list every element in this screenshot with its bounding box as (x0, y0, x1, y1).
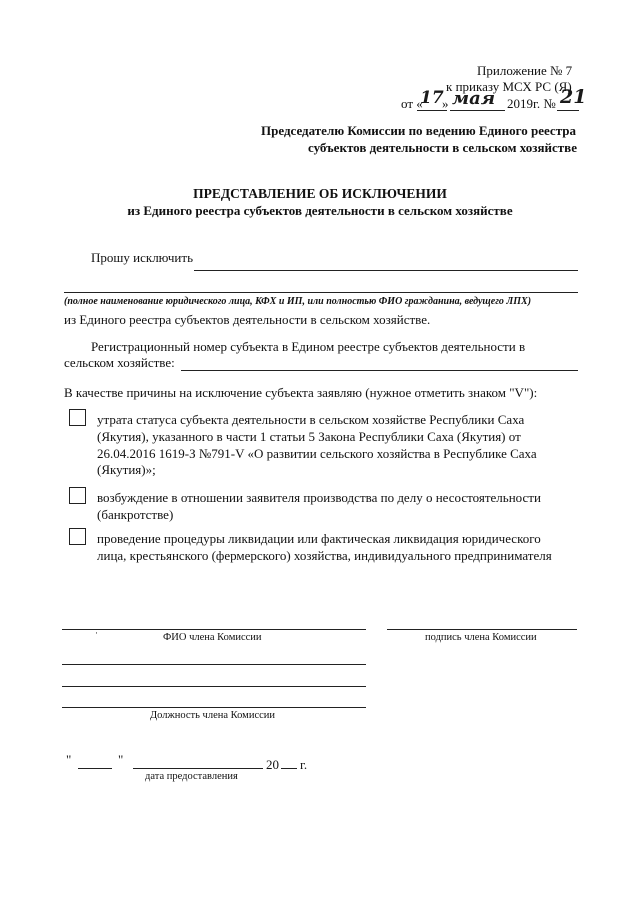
signature-line[interactable] (387, 629, 577, 630)
reason-liquidation-line-1: проведение процедуры ликвидации или фактическая ликвидация юридического (97, 531, 541, 546)
request-label: Прошу исключить (91, 250, 194, 265)
reasons-intro: В качестве причины на исключение субъекта заявляю (нужное отметить знаком "V"): (64, 385, 538, 400)
appendix-number: Приложение № 7 (477, 63, 573, 78)
position-line-1[interactable] (62, 664, 366, 665)
date-close-quote: " (118, 752, 124, 767)
entity-name-underline (194, 270, 578, 271)
entity-name-underline-2 (64, 292, 578, 293)
position-line-2[interactable] (62, 686, 366, 687)
fio-tick-mark: · (95, 628, 98, 638)
date-day-underline (417, 110, 447, 111)
request-after-text: из Единого реестра субъектов деятельности в сельском хозяйстве. (64, 312, 431, 327)
reason-bankruptcy-line-1: возбуждение в отношении заявителя производства по делу о несостоятельности (97, 490, 541, 505)
fio-signature-line[interactable] (62, 629, 366, 630)
date-month-field[interactable] (133, 768, 263, 769)
reg-number-underline (181, 370, 578, 371)
date-year-prefix: 20 (266, 757, 279, 772)
date-open-quote: " (66, 752, 72, 767)
date-year-field[interactable] (281, 768, 297, 769)
reg-number-line-1: Регистрационный номер субъекта в Едином реестре субъектов деятельности в (91, 339, 526, 354)
entity-name-field[interactable] (196, 252, 578, 270)
reason-status-loss-line-1: утрата статуса субъекта деятельности в сельском хозяйстве Республики Саха (97, 412, 525, 427)
date-year: 2019г. № (507, 96, 556, 111)
reg-number-field[interactable] (183, 353, 578, 371)
position-label: Должность члена Комиссии (150, 710, 276, 721)
reason-status-loss-line-2: (Якутия), указанного в части 1 статьи 5 Закона Республики Саха (Якутия) от (97, 429, 521, 444)
reason-status-loss-line-4: (Якутия)»; (97, 462, 156, 477)
reason-checkbox-bankruptcy[interactable] (69, 487, 86, 504)
date-day-field[interactable] (78, 768, 112, 769)
date-label: дата предоставления (145, 771, 238, 782)
handwritten-day: 17 (420, 88, 444, 108)
reason-bankruptcy-line-2: (банкротстве) (97, 507, 174, 522)
fio-label: ФИО члена Комиссии (163, 632, 262, 643)
date-month-underline (450, 110, 505, 111)
date-mid: » (442, 96, 449, 111)
reason-liquidation-line-2: лица, крестьянского (фермерского) хозяйства, индивидуального предпринимателя (97, 548, 552, 563)
handwritten-number: 21 (560, 86, 587, 108)
document-subtitle: из Единого реестра субъектов деятельности в сельском хозяйстве (127, 203, 513, 218)
date-year-suffix: г. (300, 757, 308, 772)
addressee-line-2: субъектов деятельности в сельском хозяйстве (308, 140, 577, 155)
reason-status-loss-line-3: 26.04.2016 1619-З №791-V «О развитии сельского хозяйства в Республике Саха (97, 446, 537, 461)
reason-checkbox-status-loss[interactable] (69, 409, 86, 426)
reason-checkbox-liquidation[interactable] (69, 528, 86, 545)
date-number-underline (557, 110, 579, 111)
date-prefix: от « (401, 96, 423, 111)
reg-number-line-2: сельском хозяйстве: (64, 355, 175, 370)
addressee-line-1: Председателю Комиссии по ведению Единого реестра (261, 123, 576, 138)
entity-name-hint: (полное наименование юридического лица, КФХ и ИП, или полностью ФИО гражданина, ведущего ЛПХ) (64, 296, 532, 307)
signature-label: подпись члена Комиссии (425, 632, 537, 643)
position-line-3[interactable] (62, 707, 366, 708)
document-title: ПРЕДСТАВЛЕНИЕ ОБ ИСКЛЮЧЕНИИ (193, 186, 447, 201)
handwritten-month: мая (452, 88, 496, 109)
order-reference: к приказу МСХ РС (Я) (446, 79, 572, 94)
